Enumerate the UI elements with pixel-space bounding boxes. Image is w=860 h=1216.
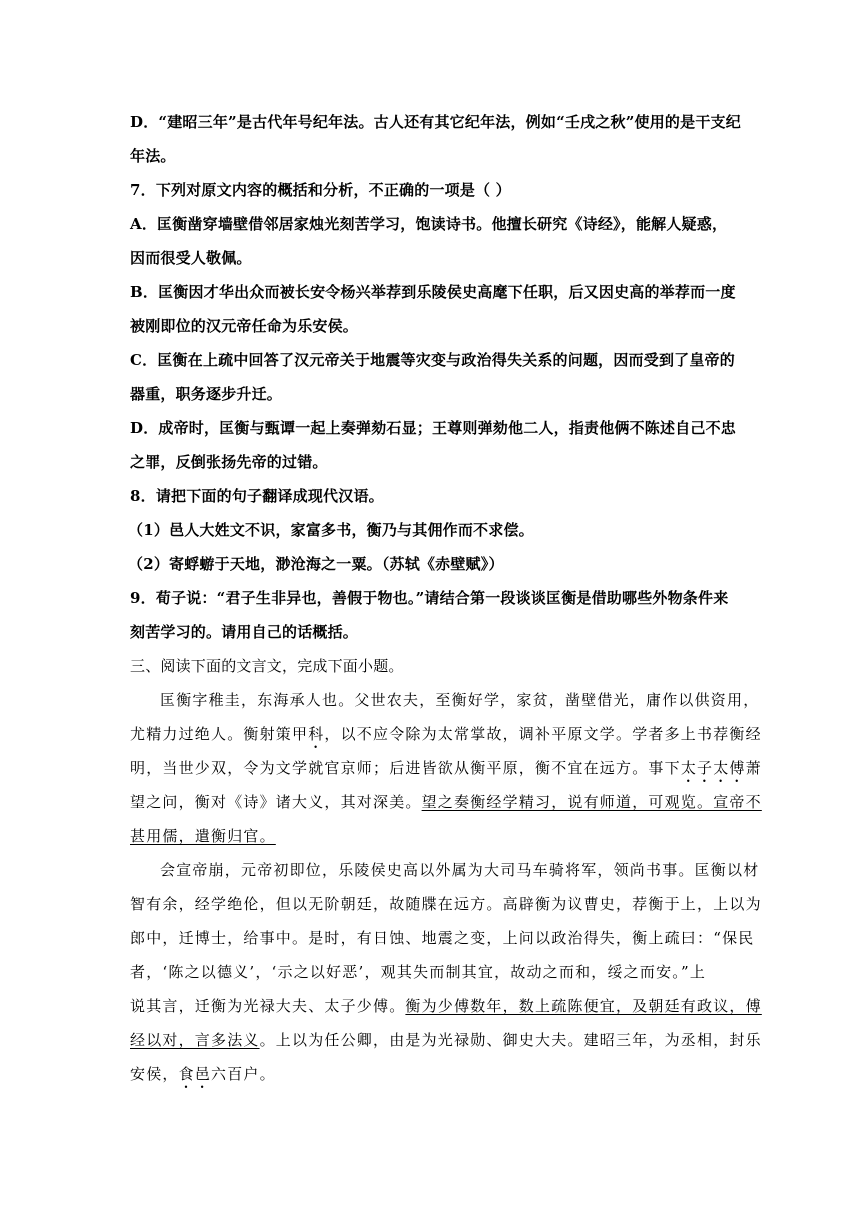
passage-p1-line3 xyxy=(130,758,762,786)
emphasis-dot-word: 科 xyxy=(308,725,325,743)
passage-p1-line4 xyxy=(130,792,762,812)
question-8: 8．请把下面的句子翻译成现代汉语。 xyxy=(130,487,384,505)
emphasis-dot-word: 太子太傅 xyxy=(680,759,746,777)
passage-p2-line7 xyxy=(130,1064,276,1092)
section-three-heading: 三、阅读下面的文言文，完成下面小题。 xyxy=(130,657,404,675)
emphasis-dot-word: 食邑 xyxy=(178,1065,212,1083)
text-run: 。上以为任公卿，由是为光禄勋、御史大夫。建昭三年，为丞相，封乐 xyxy=(259,1031,762,1049)
text-run: 萧 xyxy=(745,759,762,777)
option-d-q6-cont: 年法。 xyxy=(130,147,176,165)
passage-p2-line6 xyxy=(130,1030,762,1050)
question-8-item-1: （1）邑人大姓文不识，家富多书，衡乃与其佣作而不求偿。 xyxy=(128,521,534,539)
option-a-cont: 因而很受人敬佩。 xyxy=(130,249,252,267)
passage-p1-line1: 匡衡字稚圭，东海承人也。父世农夫，至衡好学，家贫，凿壁借光，庸作以供资用， xyxy=(160,691,760,709)
text-run: 尤精力过绝人。衡射策甲 xyxy=(130,725,309,743)
passage-p2-line1: 会宣帝崩，元帝初即位，乐陵侯史高以外属为大司马车骑将军，领尚书事。匡衡以材 xyxy=(160,861,760,879)
passage-p2-line3: 郎中，迁博士，给事中。是时，有日蚀、地震之变，上问以政治得失，衡上疏曰：“保民 xyxy=(130,929,755,947)
text-run: 说其言，迁衡为光禄大夫、太子少傅。 xyxy=(130,997,406,1015)
underlined-sentence: 衡为少傅数年，数上疏陈便宜，及朝廷有政议，傅 xyxy=(405,997,762,1015)
passage-p1-line5 xyxy=(130,826,276,846)
text-run: 安侯， xyxy=(130,1065,179,1083)
passage-p1-line2 xyxy=(130,724,762,752)
option-d-q6: D．“建昭三年”是古代年号纪年法。古人还有其它纪年法，例如“壬戌之秋”使用的是干支纪 xyxy=(130,113,741,131)
text-run: 望之问，衡对《诗》诸大义，其对深美。 xyxy=(130,793,422,811)
underlined-sentence: 望之奏衡经学精习，说有师道，可观览。宣帝不 xyxy=(421,793,762,811)
question-9: 9．荀子说：“君子生非异也，善假于物也。”请结合第一段谈谈匡衡是借助哪些外物条件来 xyxy=(130,589,729,607)
option-c-cont: 器重，职务逐步升迁。 xyxy=(130,385,283,403)
text-run: 明，当世少双，令为文学就官京师；后进皆欲从衡平原，衡不宜在远方。事下 xyxy=(130,759,681,777)
option-d: D．成帝时，匡衡与甄谭一起上奏弹劾石显；王尊则弹劾他二人，指责他俩不陈述自己不忠 xyxy=(130,419,737,437)
option-a: A．匡衡凿穿墙壁借邻居家烛光刻苦学习，饱读诗书。他擅长研究《诗经》，能解人疑惑， xyxy=(130,215,728,233)
text-run: ，以不应令除为太常掌故，调补平原文学。学者多上书荐衡经 xyxy=(324,725,762,743)
option-b: B．匡衡因才华出众而被长安令杨兴举荐到乐陵侯史高麾下任职，后又因史高的举荐而一度 xyxy=(130,283,736,301)
question-9-cont: 刻苦学习的。请用自己的话概括。 xyxy=(130,623,359,641)
underlined-sentence: 甚用儒，遣衡归官。 xyxy=(130,827,276,845)
passage-p2-line5 xyxy=(130,996,762,1016)
option-b-cont: 被刚即位的汉元帝任命为乐安侯。 xyxy=(130,317,359,335)
underlined-sentence: 经以对，言多法义 xyxy=(130,1031,260,1049)
option-c: C．匡衡在上疏中回答了汉元帝关于地震等灾变与政治得失关系的问题，因而受到了皇帝的 xyxy=(130,351,735,369)
passage-p2-line2: 智有余，经学绝伦，但以无阶朝廷，故随牒在远方。高辟衡为议曹史，荐衡于上，上以为 xyxy=(130,895,762,913)
passage-p2-line4: 者，‘陈之以德义’，‘示之以好恶’，观其失而制其宜，故动之而和，绥之而安。”上 xyxy=(130,963,707,981)
option-d-cont: 之罪，反倒张扬先帝的过错。 xyxy=(130,453,328,471)
question-8-item-2: （2）寄蜉蝣于天地，渺沧海之一粟。（苏轼《赤壁赋》） xyxy=(128,555,504,573)
text-run: 六百户。 xyxy=(211,1065,276,1083)
question-7: 7．下列对原文内容的概括和分析，不正确的一项是（ ） xyxy=(130,181,511,199)
